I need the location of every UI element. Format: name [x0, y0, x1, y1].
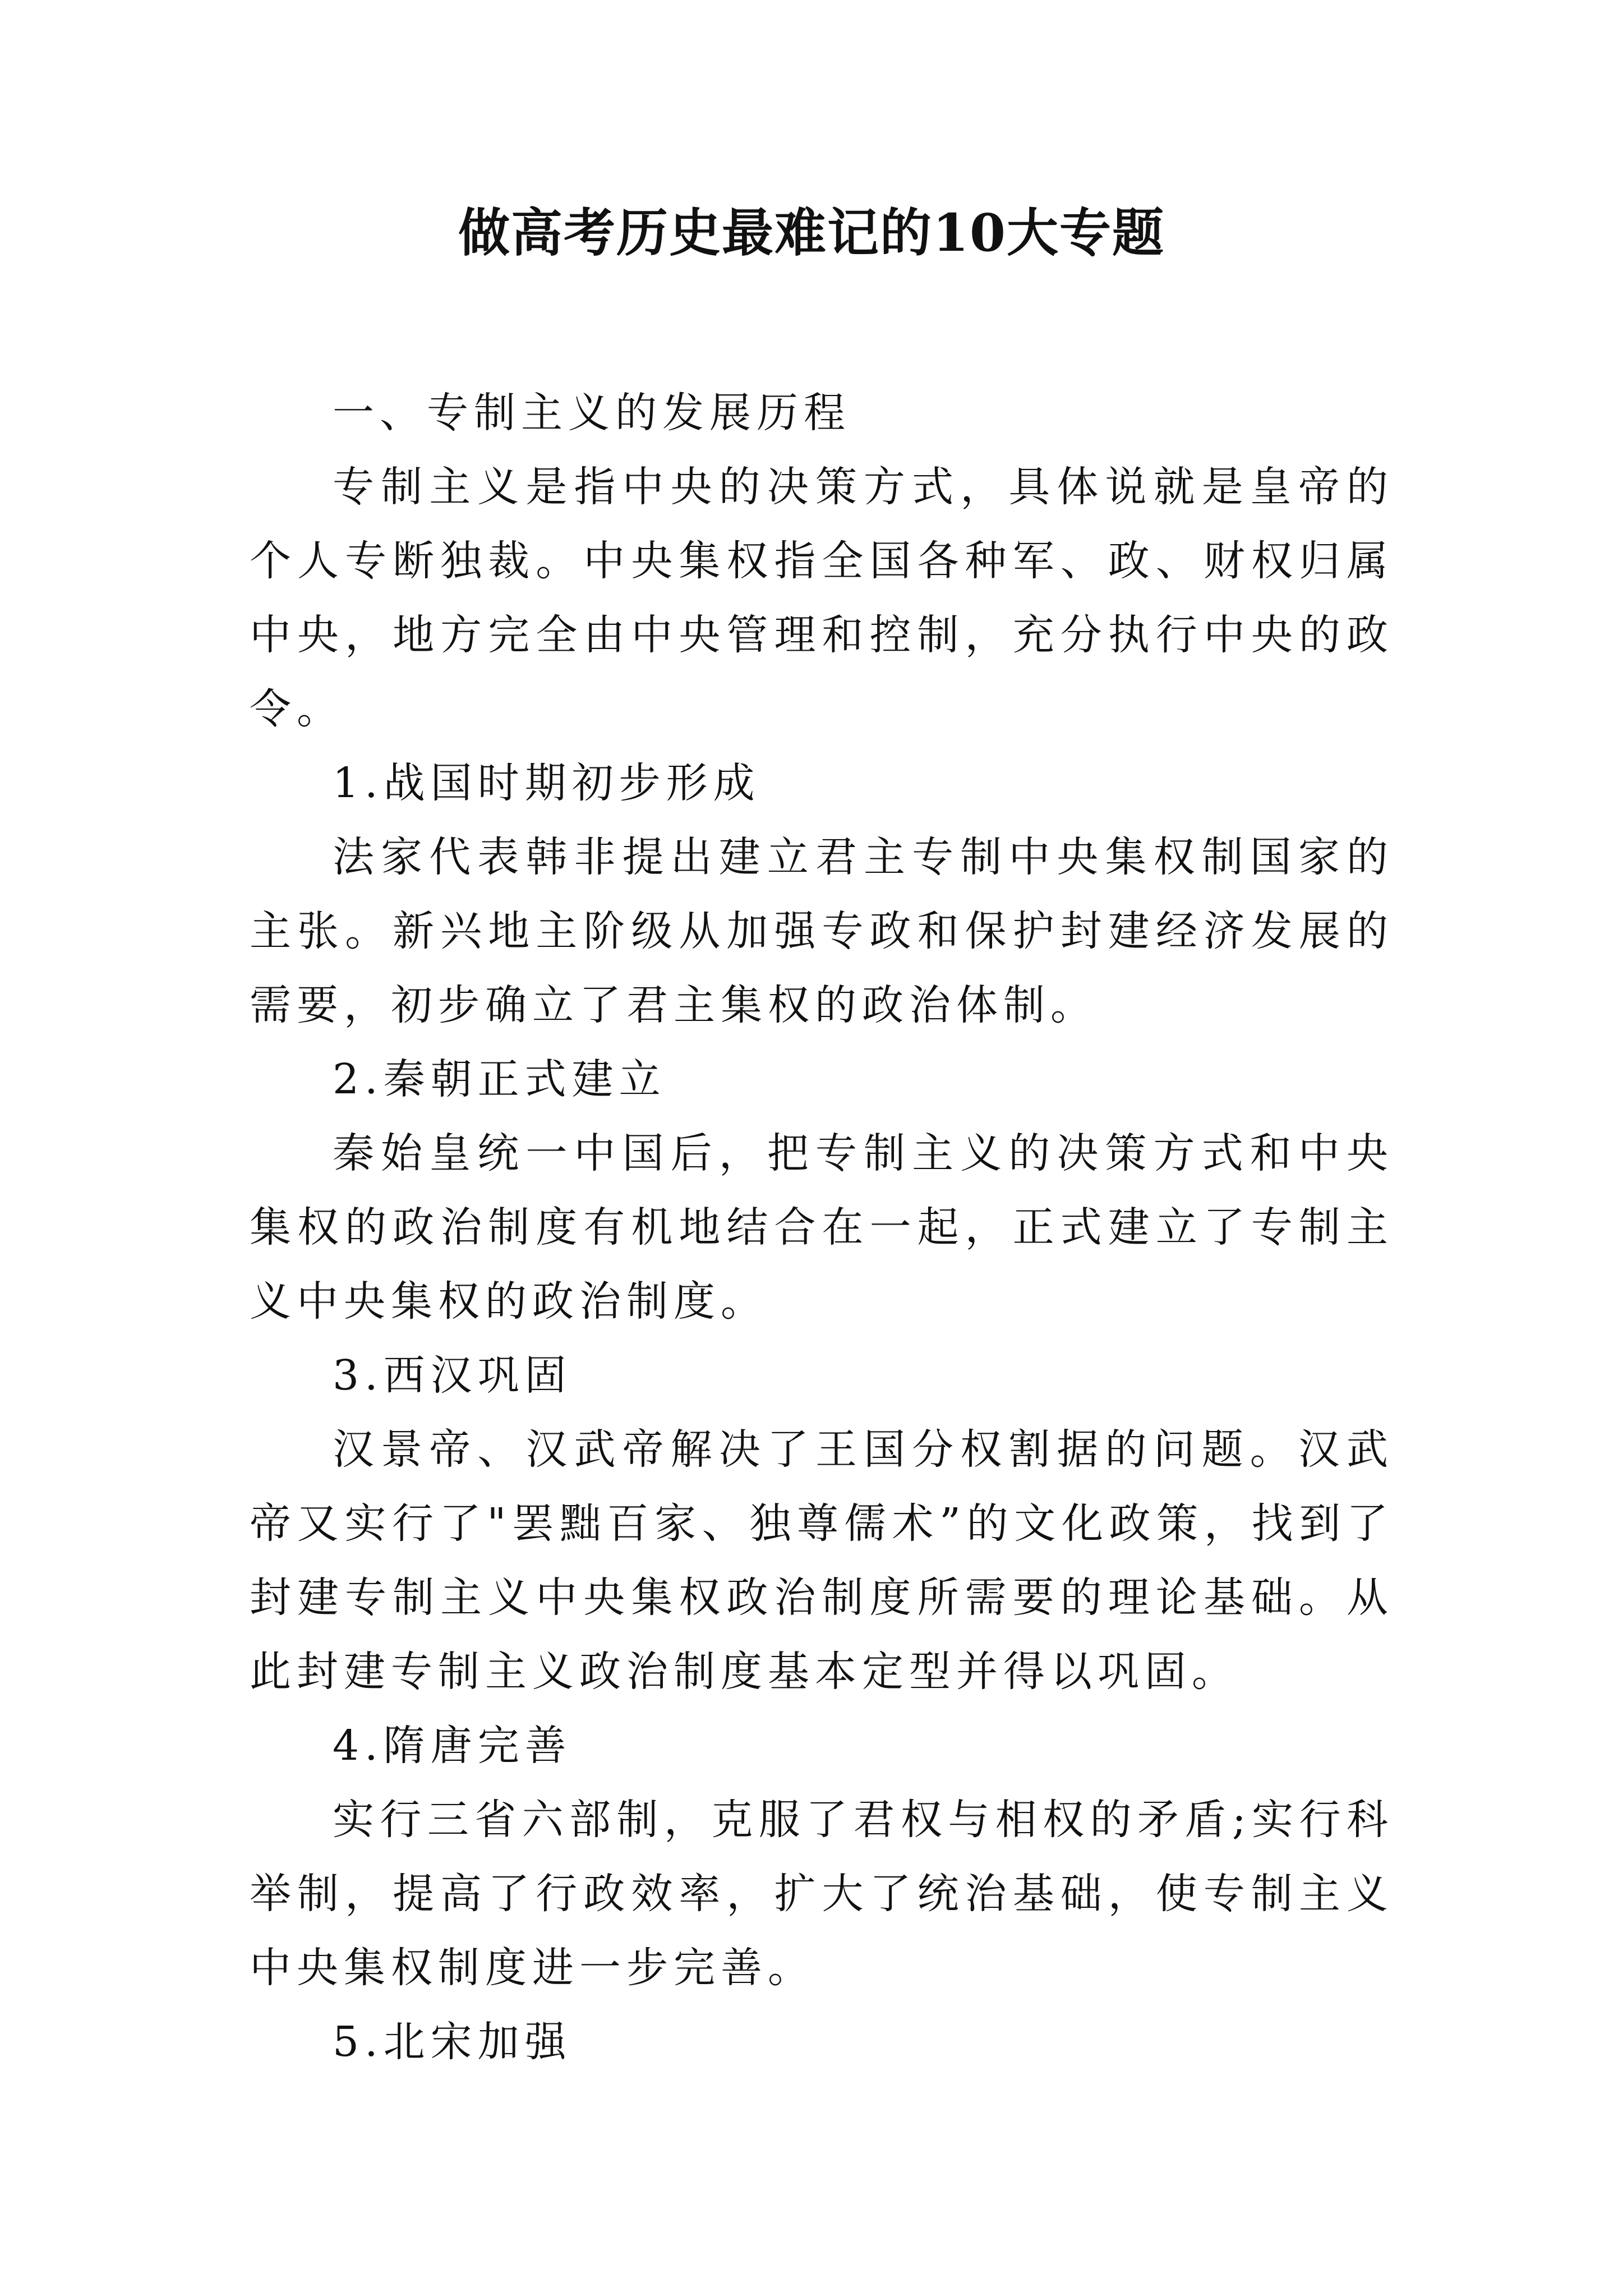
subsection-heading: 1.战国时期初步形成	[333, 759, 760, 807]
subsection-heading: 2.秦朝正式建立	[333, 1055, 666, 1103]
body-paragraph: 汉景帝、汉武帝解决了王国分权割据的问题。汉武帝又实行了"罢黜百家、独尊儒术”的文化政策，找到了封建专制主义中央集权政治制度所需要的理论基础。从此封建专制主义政治制度基本定型并得以巩固。	[250, 1425, 1394, 1696]
subsection-heading: 4.隋唐完善	[333, 1722, 572, 1770]
body-paragraph: 秦始皇统一中国后，把专制主义的决策方式和中央集权的政治制度有机地结合在一起，正式建立了专制主义中央集权的政治制度。	[250, 1129, 1394, 1326]
body-paragraph: 实行三省六部制，克服了君权与相权的矛盾;实行科举制，提高了行政效率，扩大了统治基础，使专制主义中央集权制度进一步完善。	[250, 1796, 1394, 1992]
document-body	[250, 376, 1394, 2079]
body-paragraph: 法家代表韩非提出建立君主专制中央集权制国家的主张。新兴地主阶级从加强专政和保护封建经济发展的需要，初步确立了君主集权的政治体制。	[250, 833, 1394, 1029]
document-title: 做高考历史最难记的10大专题	[458, 203, 1165, 263]
subsection-heading: 5.北宋加强	[333, 2018, 572, 2066]
subsection-heading: 3.西汉巩固	[333, 1351, 572, 1400]
section-heading: 一、专制主义的发展历程	[333, 389, 851, 437]
body-paragraph: 专制主义是指中央的决策方式，具体说就是皇帝的个人专断独裁。中央集权指全国各种军、政、财权归属中央，地方完全由中央管理和控制，充分执行中央的政令。	[250, 463, 1394, 733]
